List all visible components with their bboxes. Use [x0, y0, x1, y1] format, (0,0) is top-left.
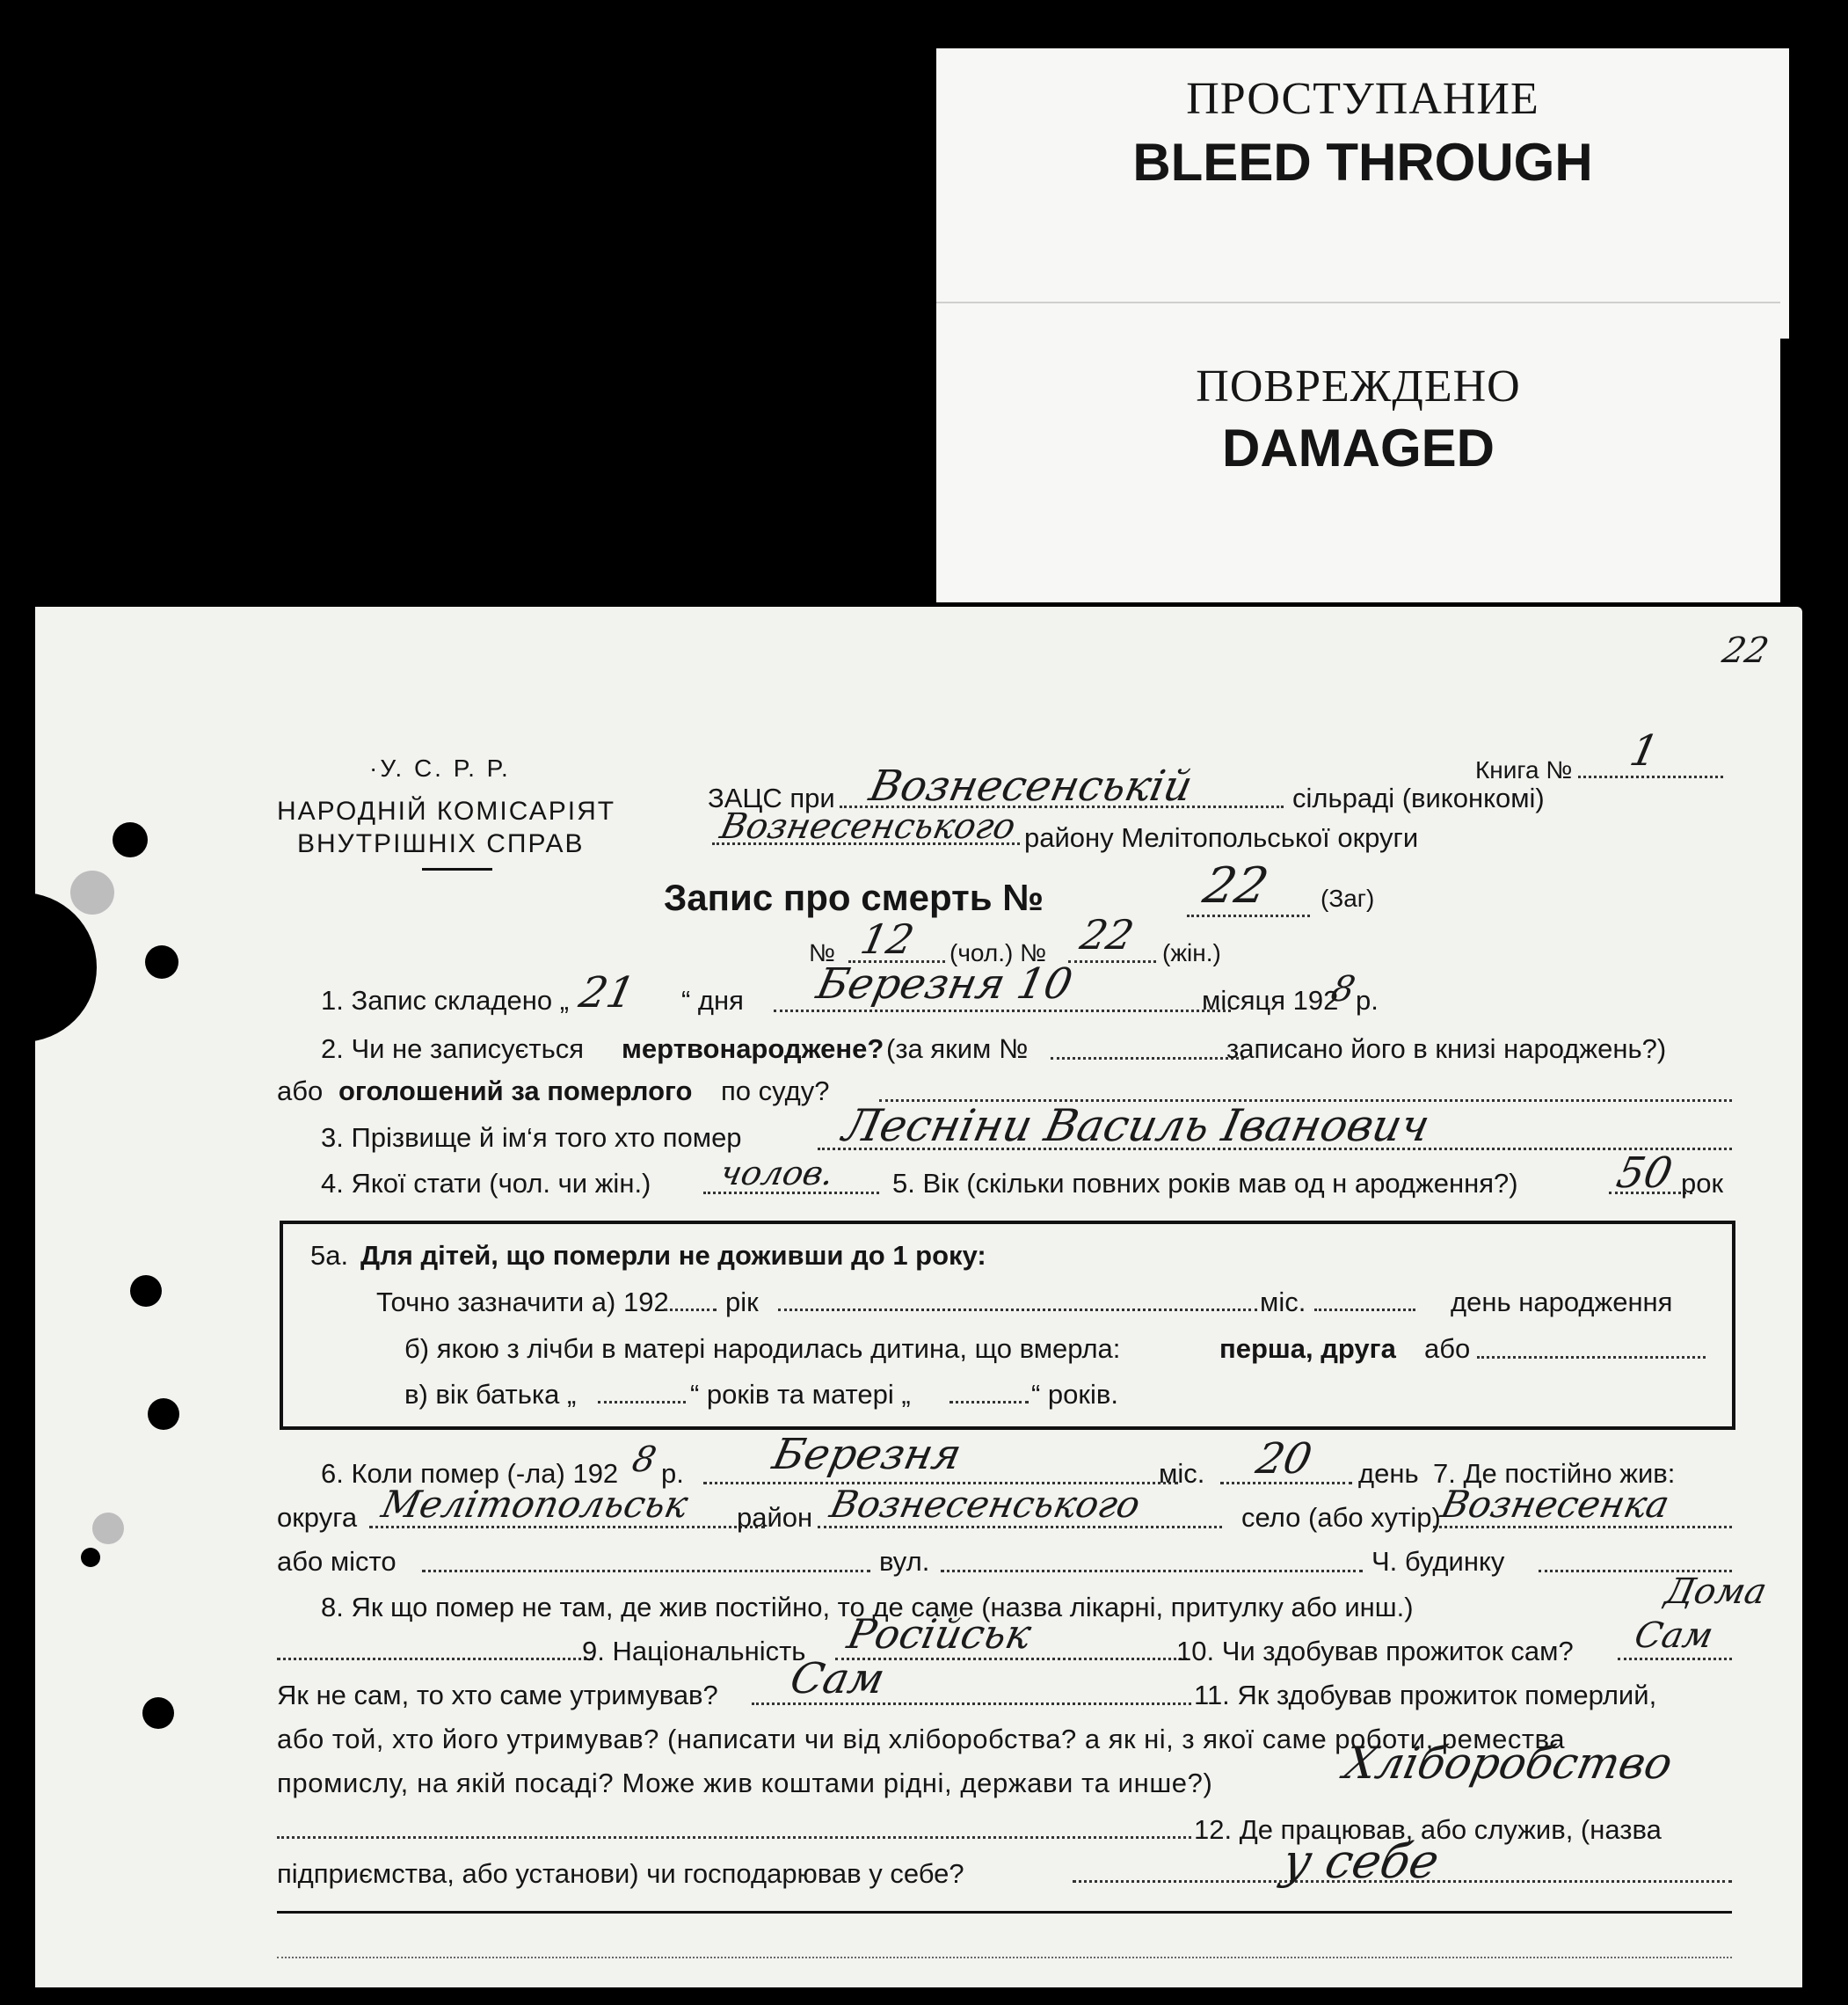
- punch-hole: [142, 1697, 174, 1729]
- f5a-b-3: або: [1424, 1333, 1471, 1364]
- f9-label: 9. Національність: [582, 1636, 806, 1666]
- f1-label: 1. Запис складено „: [321, 985, 570, 1016]
- record-number: 22: [1198, 857, 1274, 915]
- f10b-value: Сам: [786, 1654, 890, 1703]
- f5-label: 5. Вік (скільки повних років мав од н ародження?): [892, 1168, 1518, 1199]
- bleed-through-label-card: [936, 48, 1789, 339]
- f6-year: 8: [629, 1440, 660, 1480]
- male-label: (чол.) №: [949, 939, 1047, 966]
- bottom-dotline: [277, 1957, 1732, 1958]
- torn-edge: [0, 893, 97, 1042]
- f6-label: 6. Коли помер (-ла) 192: [321, 1458, 619, 1489]
- damaged-label-card: [936, 303, 1780, 602]
- f12-line2: підприємства, або установи) чи господарював у себе?: [277, 1858, 964, 1889]
- f5a-a-1: Точно зазначити а) 192: [376, 1287, 669, 1317]
- f11-line4-dotline: [277, 1836, 1191, 1839]
- f2-dotline: [1051, 1057, 1244, 1060]
- punch-hole: [113, 822, 148, 857]
- f2-line2-a: або: [277, 1075, 324, 1106]
- female-number: 22: [1076, 911, 1139, 959]
- district-label: району Мелітопольської округи: [1024, 822, 1419, 853]
- header-underline: [422, 868, 492, 871]
- f10b-label: Як не сам, то хто саме утримував?: [277, 1680, 718, 1710]
- f12-value: у себе: [1277, 1834, 1444, 1889]
- f5a-c-3: “ років.: [1031, 1379, 1118, 1410]
- f2-label-b: мертвонароджене?: [622, 1033, 884, 1064]
- f4-value: чолов.: [717, 1154, 838, 1192]
- zags-label: ЗАЦС при: [708, 783, 835, 813]
- f6-mis: міс.: [1159, 1458, 1205, 1489]
- f1-dotline: [774, 1010, 1231, 1012]
- misto-dotline: [422, 1570, 870, 1572]
- f5a-title: Для дітей, що померли не доживши до 1 року:: [360, 1240, 986, 1271]
- punch-hole: [70, 871, 114, 915]
- budynok-label: Ч. будинку: [1371, 1546, 1505, 1577]
- female-label: (жін.): [1162, 939, 1221, 966]
- f2-line2-c: по суду?: [721, 1075, 830, 1106]
- f4-label: 4. Якої стати (чол. чи жін.): [321, 1168, 651, 1199]
- district-value: Вознесенського: [717, 806, 1020, 847]
- f5a-a-4: день народження: [1451, 1287, 1673, 1317]
- f2-line2-b: оголошений за померлого: [338, 1075, 693, 1106]
- f5a-c-2: “ років та матері „: [690, 1379, 911, 1410]
- f11-line3: промислу, на якій посаді? Може жив коштами рідні, держави та инше?): [277, 1768, 1213, 1798]
- book-number: 1: [1626, 726, 1663, 776]
- f5-value: 50: [1612, 1148, 1677, 1198]
- f1-day: 21: [575, 968, 640, 1017]
- f5-unit: рок: [1681, 1168, 1724, 1199]
- damaged-english-label: DAMAGED: [1222, 419, 1495, 478]
- f10-label: 10. Чи здобував прожиток сам?: [1176, 1636, 1574, 1666]
- record-title: Запис про смерть №: [664, 877, 1044, 918]
- okruga-value: Мелітопольськ: [377, 1483, 692, 1526]
- female-number-dotline: [1068, 960, 1156, 963]
- f6-month: Березня: [768, 1430, 966, 1479]
- f3-value: Лесніни Василь Іванович: [838, 1100, 1435, 1151]
- punch-hole: [130, 1275, 162, 1307]
- f6-day: 20: [1252, 1434, 1317, 1484]
- male-number: 12: [856, 915, 919, 963]
- raion-label: район: [737, 1502, 813, 1533]
- f10-dotline: [1618, 1658, 1732, 1660]
- f5a-number: 5а.: [310, 1240, 349, 1271]
- f1-end: р.: [1356, 985, 1379, 1016]
- f5a-a-3: міс.: [1260, 1287, 1306, 1317]
- death-record-document: [35, 607, 1802, 1987]
- f10-value: Сам: [1631, 1615, 1717, 1656]
- f6-den: день: [1358, 1458, 1419, 1489]
- f5a-day-dotline: [1314, 1309, 1415, 1311]
- f1-mid: “ дня: [681, 985, 744, 1016]
- f2-label-d: записано його в книзі народжень?): [1226, 1033, 1667, 1064]
- f5a-b-1: б) якою з лічби в матері народилась дитина, що вмерла:: [404, 1333, 1121, 1364]
- f5a-b-dotline: [1477, 1356, 1706, 1359]
- selo-value: Вознесенка: [1437, 1483, 1674, 1526]
- bottom-rule: [277, 1911, 1732, 1914]
- f7-label: 7. Де постійно жив:: [1433, 1458, 1676, 1489]
- f2-label-c: (за яким №: [886, 1033, 1029, 1064]
- book-label: Книга №: [1475, 756, 1573, 784]
- punch-hole: [92, 1513, 124, 1544]
- punch-hole: [81, 1548, 100, 1567]
- page-number: 22: [1719, 631, 1772, 671]
- f3-label: 3. Прізвище й ім‘я того хто помер: [321, 1122, 742, 1153]
- village-council-label: сільраді (виконкомі): [1292, 783, 1545, 813]
- misto-label: або місто: [277, 1546, 397, 1577]
- f8-value: Дома: [1662, 1571, 1771, 1612]
- f5a-mother-dotline: [949, 1401, 1029, 1404]
- f12-label: 12. Де працював, або служив, (назва: [1194, 1814, 1662, 1845]
- f11-label: 11. Як здобував прожиток померлий,: [1194, 1680, 1657, 1710]
- raion-dotline: [818, 1526, 1222, 1528]
- punch-hole: [148, 1398, 179, 1430]
- f5a-year-dotline: [664, 1309, 717, 1311]
- f5a-father-dotline: [598, 1401, 686, 1404]
- zags-value: Вознесенській: [865, 762, 1197, 811]
- f8-label: 8. Як що помер не там, де жив постійно, то де саме (назва лікарні, притулку або инш.): [321, 1592, 1414, 1622]
- f5a-a-2: рік: [725, 1287, 759, 1317]
- bleed-through-english-label: BLEED THROUGH: [1132, 133, 1593, 192]
- f5a-month-dotline: [778, 1309, 1257, 1311]
- f8-line2-dotline: [277, 1658, 593, 1660]
- f1-month: Березня 10: [812, 959, 1077, 1009]
- okruga-label: округа: [277, 1502, 358, 1533]
- okruga-dotline: [369, 1526, 765, 1528]
- f11-value: Хліборобство: [1339, 1738, 1677, 1789]
- f11-line2: або той, хто його утримував? (написати чи від хліборобства? а як ні, з якої саме роботи, ремества: [277, 1724, 1565, 1754]
- bleed-through-russian-label: ПРОСТУПАНИЕ: [1186, 74, 1539, 124]
- f1-tail: місяця 192: [1202, 985, 1339, 1016]
- damaged-russian-label: ПОВРЕЖДЕНО: [1196, 361, 1521, 412]
- commissariat-line-2: ВНУТРІШНІХ СПРАВ: [297, 829, 585, 858]
- f5a-b-2: перша, друга: [1219, 1333, 1396, 1364]
- book-dotline: [1578, 776, 1723, 778]
- title-number-dotline: [1187, 915, 1310, 917]
- f2-label-a: 2. Чи не записується: [321, 1033, 585, 1064]
- f6-r: р.: [661, 1458, 684, 1489]
- f5a-c-1: в) вік батька „: [404, 1379, 577, 1410]
- ussr-label: ·У. С. Р. Р.: [369, 755, 511, 782]
- f1-year: 8: [1328, 969, 1359, 1010]
- record-suffix: (Заг): [1321, 885, 1375, 912]
- selo-dotline: [1433, 1526, 1732, 1528]
- raion-value: Вознесенського: [826, 1483, 1145, 1526]
- no-label: №: [809, 939, 836, 966]
- vul-label: вул.: [879, 1546, 930, 1577]
- vul-dotline: [941, 1570, 1363, 1572]
- f9-value: Російськ: [843, 1610, 1036, 1658]
- selo-label: село (або хутір): [1241, 1502, 1441, 1533]
- punch-hole: [145, 945, 178, 979]
- commissariat-line-1: НАРОДНІЙ КОМІСАРІЯТ: [277, 797, 616, 826]
